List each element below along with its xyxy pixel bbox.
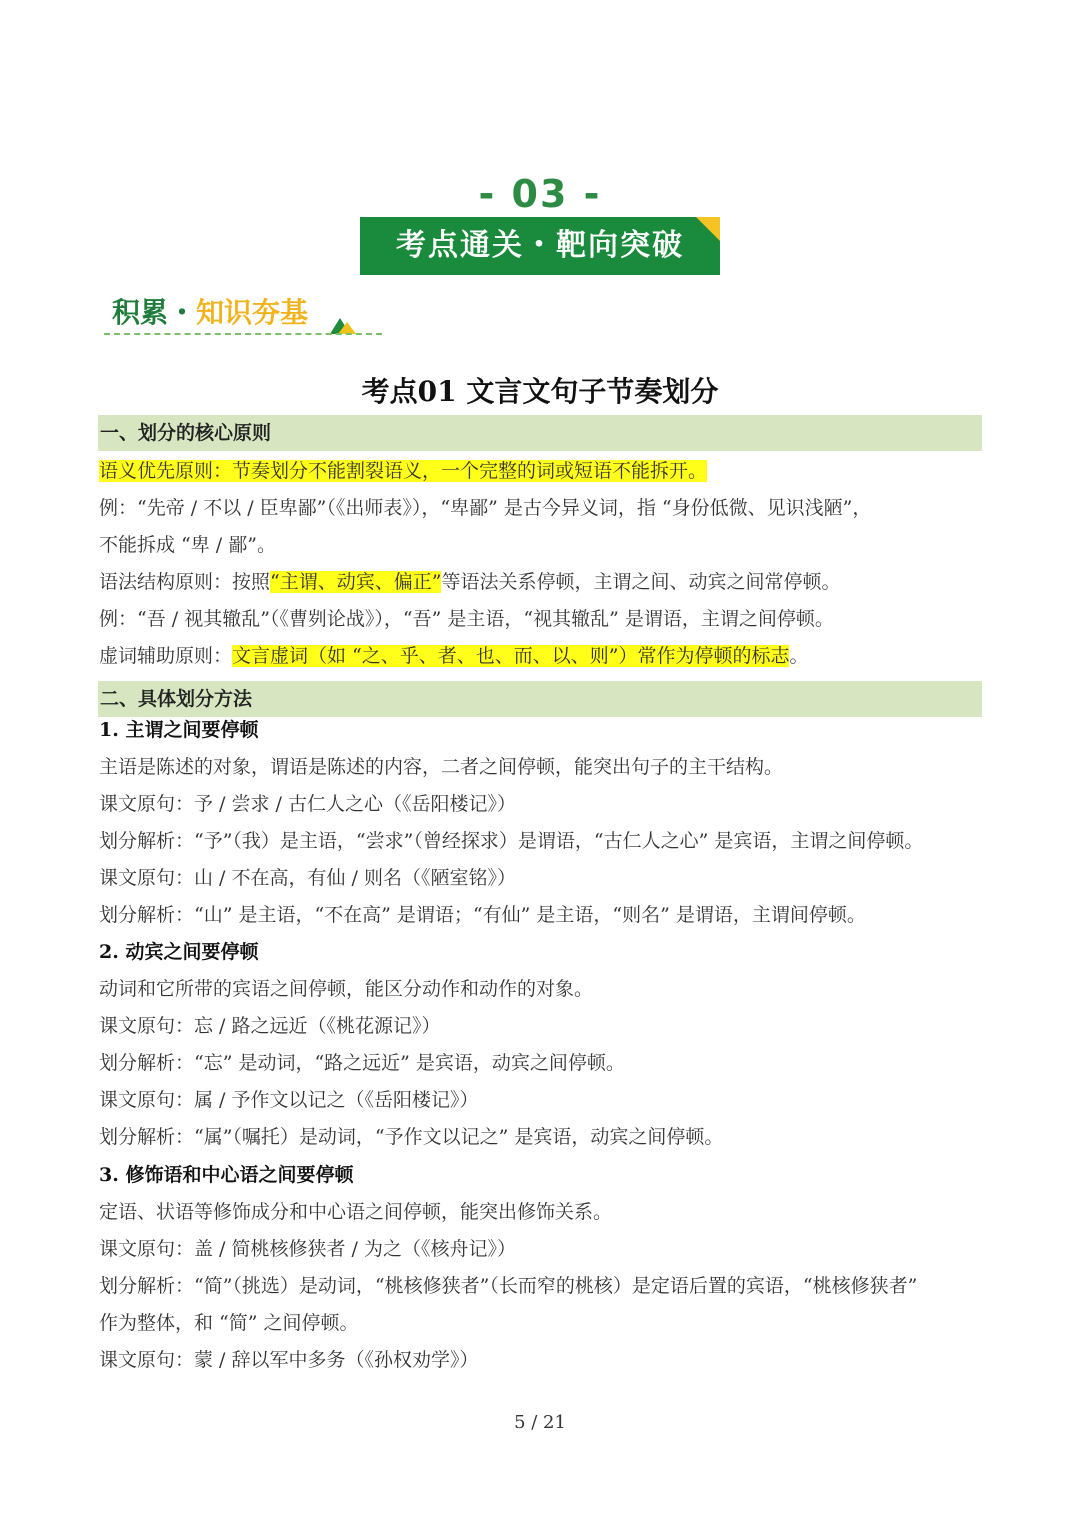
method-3-line-2: 课文原句：盖 / 简桃核修狭者 / 为之（《核舟记》） <box>99 1238 516 1260</box>
example-1-line-2: 不能拆成 “卑 / 鄙”。 <box>99 534 276 556</box>
banner-corner-decoration <box>696 217 720 241</box>
method-1-line-5: 划分解析：“山” 是主语，“不在高” 是谓语；“有仙” 是主语，“则名” 是谓语，主谓间停顿。 <box>99 904 866 926</box>
mountain-icon <box>330 314 356 334</box>
principle-semantic <box>99 456 707 486</box>
page-number: 5 / 21 <box>514 1412 566 1433</box>
method-1-title: 1. 主谓之间要停顿 <box>99 719 259 741</box>
principle-function-words <box>99 641 809 671</box>
principle-function-highlight: 文言虚词（如 “之、乎、者、也、而、以、则”）常作为停顿的标志 <box>232 645 790 667</box>
example-1-line-1: 例：“先帝 / 不以 / 臣卑鄙”（《出师表》），“卑鄙” 是古今异义词，指 “身份低微、见识浅陋”， <box>99 497 872 519</box>
method-3-title: 3. 修饰语和中心语之间要停顿 <box>99 1164 354 1186</box>
principle-grammar-highlight: “主谓、动宾、偏正” <box>270 571 442 593</box>
principle-grammar <box>99 567 840 597</box>
method-1-line-2: 课文原句：予 / 尝求 / 古仁人之心（《岳阳楼记》） <box>99 793 516 815</box>
method-2-line-2: 课文原句：忘 / 路之远近（《桃花源记》） <box>99 1015 441 1037</box>
method-2-line-3: 划分解析：“忘” 是动词，“路之远近” 是宾语，动宾之间停顿。 <box>99 1052 625 1074</box>
method-2-line-1: 动词和它所带的宾语之间停顿，能区分动作和动作的对象。 <box>99 978 594 1000</box>
subsection-divider <box>104 333 382 335</box>
method-3-line-3: 划分解析：“简”（挑选）是动词，“桃核修狭者”（长而窄的桃核）是定语后置的宾语，“桃核修狭者” <box>99 1275 918 1297</box>
subsection-part1: 积累 <box>112 296 169 329</box>
principle-grammar-b: 等语法关系停顿，主谓之间、动宾之间常停顿。 <box>441 571 841 593</box>
section-banner <box>360 217 720 275</box>
page-title: 考点01 文言文句子节奏划分 <box>361 375 719 408</box>
method-1-line-3: 划分解析：“予”（我）是主语，“尝求”（曾经探求）是谓语，“古仁人之心” 是宾语，主谓之间停顿。 <box>99 830 924 852</box>
principle-function-a: 虚词辅助原则： <box>99 645 233 667</box>
subsection-part2: 知识夯基 <box>196 296 309 329</box>
method-3-line-5: 课文原句：蒙 / 辞以军中多务（《孙权劝学》） <box>99 1349 479 1371</box>
subsection-dot: ・ <box>168 296 197 329</box>
method-3-line-4: 作为整体，和 “简” 之间停顿。 <box>99 1312 359 1334</box>
example-2: 例：“吾 / 视其辙乱”（《曹刿论战》），“吾” 是主语，“视其辙乱” 是谓语，主谓之间停顿。 <box>99 608 834 630</box>
principle-function-b: 。 <box>789 645 809 667</box>
method-3-line-1: 定语、状语等修饰成分和中心语之间停顿，能突出修饰关系。 <box>99 1201 613 1223</box>
method-2-line-5: 划分解析：“属”（嘱托）是动词，“予作文以记之” 是宾语，动宾之间停顿。 <box>99 1126 724 1148</box>
method-2-title: 2. 动宾之间要停顿 <box>99 941 259 963</box>
principle-semantic-text: 语义优先原则：节奏划分不能割裂语义，一个完整的词或短语不能拆开。 <box>99 460 708 482</box>
heading-core-principles: 一、划分的核心原则 <box>98 415 982 451</box>
method-2-line-4: 课文原句：属 / 予作文以记之（《岳阳楼记》） <box>99 1089 479 1111</box>
section-number: - 03 - <box>478 172 602 216</box>
principle-grammar-a: 语法结构原则：按照 <box>99 571 271 593</box>
method-1-line-1: 主语是陈述的对象，谓语是陈述的内容，二者之间停顿，能突出句子的主干结构。 <box>99 756 784 778</box>
banner-title: 考点通关・靶向突破 <box>396 228 684 263</box>
subsection-title <box>112 291 308 331</box>
method-1-line-4: 课文原句：山 / 不在高，有仙 / 则名（《陋室铭》） <box>99 867 516 889</box>
heading-methods: 二、具体划分方法 <box>98 681 982 717</box>
